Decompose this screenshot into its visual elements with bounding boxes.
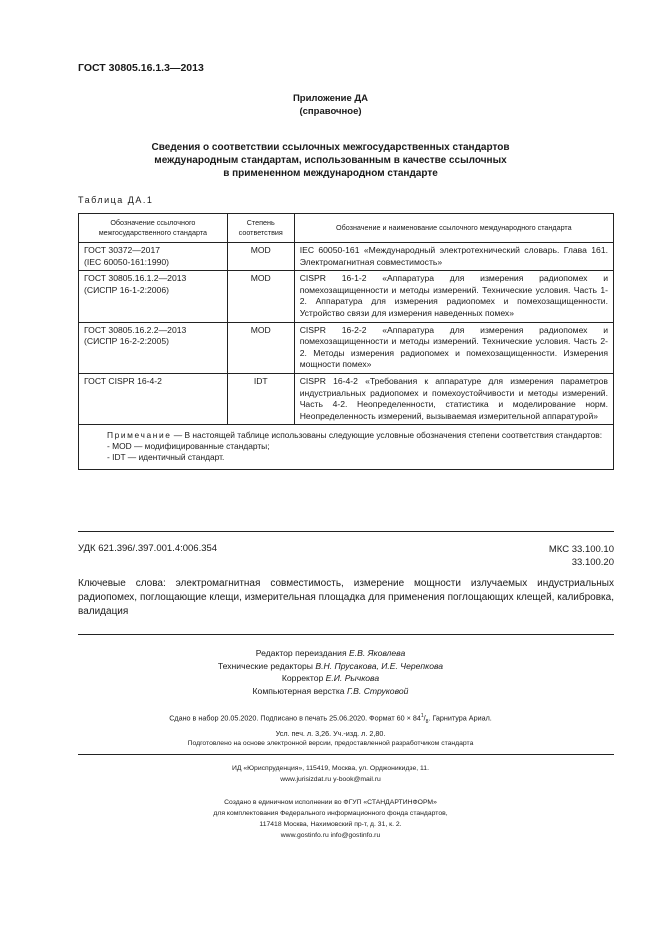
credit-tech-editors xyxy=(0,660,661,673)
correspondence-table xyxy=(78,213,614,470)
credit-label: Технические редакторы xyxy=(217,660,313,671)
note-item: - MOD — модифицированные стандарты; xyxy=(107,441,270,452)
table-note xyxy=(79,425,614,470)
national-standard-cell xyxy=(79,373,228,424)
credit-name: Г.В. Струковой xyxy=(346,685,409,696)
note-heading: Примечание xyxy=(107,430,172,441)
imprint-line: Сдано в набор 20.05.2020. Подписано в печать 25.06.2020. Формат $60 \times 84^1/_8$. Гарнитура Ариал. xyxy=(169,713,492,725)
imprint-line: Усл. печ. л. 3,26. Уч.-изд. л. 2,80. xyxy=(275,728,386,738)
imprint-text: Сдано в набор 20.05.2020. Подписано в печать 25.06.2020. Формат 60 × 84 xyxy=(169,713,421,723)
table-row xyxy=(79,243,614,271)
table-row xyxy=(79,322,614,373)
table-row xyxy=(79,271,614,322)
header-national-standard: Обозначение ссылочного межгосударственного стандарта xyxy=(79,214,228,243)
section-title-line: Сведения о соответствии ссылочных межгосударственных стандартов xyxy=(151,142,510,153)
note-body: — В настоящей таблице использованы следующие условные обозначения степени соответствия стандартов: xyxy=(171,430,603,441)
producer-line: для комплектования Федерального информационного фонда стандартов, xyxy=(213,810,448,817)
degree-cell: MOD xyxy=(227,322,294,373)
divider xyxy=(78,634,614,635)
producer xyxy=(0,797,661,841)
original-standard-code: (IEC 60050-161:1990) xyxy=(84,256,170,267)
national-standard-cell xyxy=(79,271,228,322)
table-label: Таблица ДА.1 xyxy=(78,195,154,205)
keywords: Ключевые слова: электромагнитная совместимость, измерение мощности излучаемых индустриальных радиопомех, поглощающие клещи, измерительная площадка для применения поглощающих клещей, калибровка, валидация xyxy=(78,578,614,617)
credit-editor xyxy=(0,647,661,660)
credit-layout xyxy=(0,685,661,698)
international-standard-cell: CISPR 16-1-2 «Аппаратура для измерения радиопомех и помехозащищенности и методы измерений. Технические условия. Часть 1-2. Аппаратура для измерения радиопомех и помехозащищенности. Устройство связи для измерения наведенных помех» xyxy=(294,271,613,322)
credit-name: Е.В. Яковлева xyxy=(349,648,406,658)
divider xyxy=(78,754,614,755)
degree-cell: IDT xyxy=(227,373,294,424)
format-numerator: 1 xyxy=(420,713,424,719)
national-standard-cell xyxy=(79,322,228,373)
table-row xyxy=(79,373,614,424)
mks-code: МКС 33.100.10 xyxy=(548,544,614,555)
table-note-row xyxy=(79,425,614,470)
publisher-line: ИД «Юриспруденция», 115419, Москва, ул. Орджоникидзе, 11. xyxy=(232,765,429,772)
credit-label: Редактор переиздания xyxy=(255,648,347,658)
international-standard-cell: IEC 60050-161 «Международный электротехнический словарь. Глава 161. Электромагнитная совместимость» xyxy=(294,243,613,271)
credit-label: Корректор xyxy=(281,673,324,683)
section-title xyxy=(100,141,561,180)
producer-line: www.gostinfo.ru info@gostinfo.ru xyxy=(280,832,381,839)
credit-name: В.Н. Прусакова, И.Е. Черепкова xyxy=(315,660,444,671)
standard-designation: ГОСТ 30805.16.1.3—2013 xyxy=(78,62,204,74)
original-standard-code: (СИСПР 16-1-2:2006) xyxy=(84,284,169,295)
header-international-standard: Обозначение и наименование ссылочного международного стандарта xyxy=(294,214,613,243)
section-title-line: в примененном международном стандарте xyxy=(223,168,438,179)
appendix-subtitle: (справочное) xyxy=(299,106,362,117)
appendix-title: Приложение ДА xyxy=(292,93,369,104)
original-standard-code: (СИСПР 16-2-2:2005) xyxy=(84,336,169,347)
degree-cell: MOD xyxy=(227,243,294,271)
producer-line: Создано в единичном исполнении во ФГУП «СТАНДАРТИНФОРМ» xyxy=(224,799,437,806)
national-standard-code: ГОСТ 30805.16.1.2—2013 xyxy=(84,273,187,284)
section-title-line: международным стандартам, использованным в качестве ссылочных xyxy=(154,155,507,166)
note-text xyxy=(87,430,605,441)
header-degree: Степень соответствия xyxy=(227,214,294,243)
credits xyxy=(0,647,661,697)
credit-corrector xyxy=(0,672,661,685)
mks-codes xyxy=(549,543,614,569)
national-standard-code: ГОСТ 30805.16.2.2—2013 xyxy=(84,324,187,335)
international-standard-cell: CISPR 16-2-2 «Аппаратура для измерения радиопомех и помехозащищенности и методы измерений. Технические условия. Часть 2-2. Методы измерения радиопомех и помехозащищенности. Измерения мощности помех» xyxy=(294,322,613,373)
divider xyxy=(78,531,614,532)
international-standard-cell: CISPR 16-4-2 «Требования к аппаратуре для измерения параметров индустриальных радиопомех и помехоустойчивости и методы измерений. Часть 4-2. Неопределенности, статистика и моделирование норм. Неопределенность измерений, вызываемая измерительной аппаратурой» xyxy=(294,373,613,424)
publisher-line: www.jurisizdat.ru y-book@mail.ru xyxy=(280,776,381,783)
udk-code: УДК 621.396/.397.001.4:006.354 xyxy=(78,543,218,554)
credit-name: Е.И. Рычкова xyxy=(325,673,380,683)
credit-label: Компьютерная верстка xyxy=(252,685,345,696)
national-standard-code: ГОСТ CISPR 16-4-2 xyxy=(84,375,162,386)
note-item: - IDT — идентичный стандарт. xyxy=(107,452,225,463)
degree-cell: MOD xyxy=(227,271,294,322)
prepared-note: Подготовлено на основе электронной версии, предоставленной разработчиком стандарта xyxy=(187,740,474,747)
national-standard-code: ГОСТ 30372—2017 xyxy=(84,245,161,255)
producer-line: 117418 Москва, Нахимовский пр-т, д. 31, к. 2. xyxy=(259,821,402,828)
imprint xyxy=(0,711,661,739)
imprint-text: . Гарнитура Ариал. xyxy=(428,713,492,723)
mks-code: 33.100.20 xyxy=(571,557,614,568)
format-denominator: 8 xyxy=(425,718,429,725)
table-header-row xyxy=(79,214,614,243)
publisher xyxy=(0,763,661,785)
national-standard-cell xyxy=(79,243,228,271)
